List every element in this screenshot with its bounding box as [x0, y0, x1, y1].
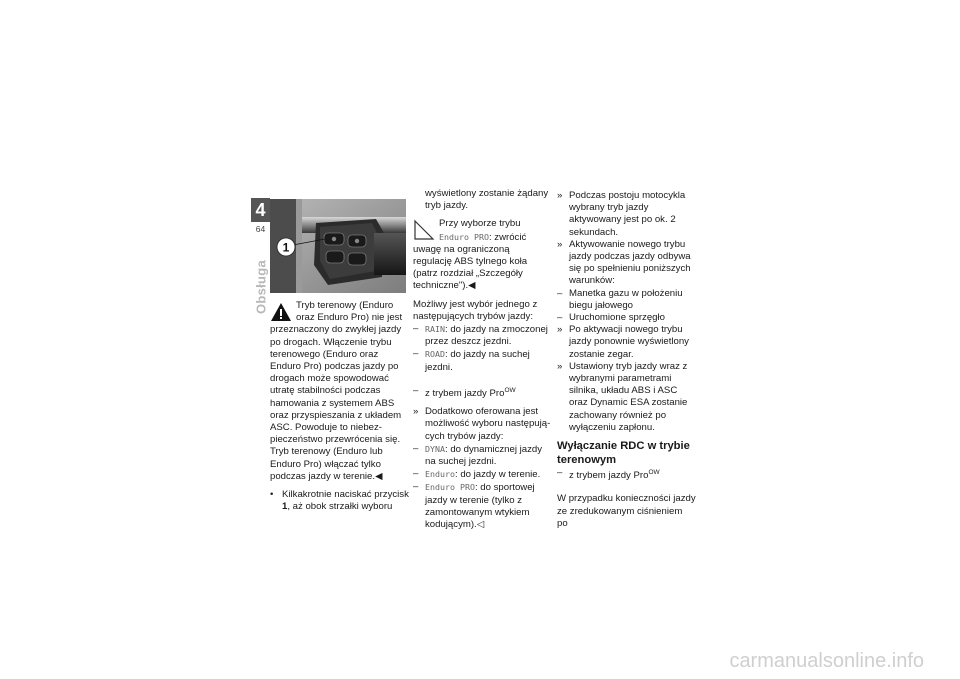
list-item	[413, 385, 551, 400]
list-item	[557, 361, 697, 434]
end-marker: ◁	[476, 519, 485, 531]
dash-marker: –	[413, 384, 419, 396]
condition-text: Manetka gazu w położeniu biegu jałowego	[569, 287, 683, 311]
modes-intro: Możliwy jest wybór jednego z następujących trybów jazdy:	[413, 298, 538, 322]
arrow-marker: »	[557, 238, 563, 250]
list-item	[557, 467, 697, 482]
list-item	[413, 443, 551, 468]
option-sup: OW	[504, 386, 516, 394]
column-3	[557, 190, 697, 530]
handlebar-switch-photo	[270, 199, 406, 293]
dash-marker: –	[557, 312, 563, 324]
mode-desc: : do sportowej jazdy w terenie (tylko z zamontowanym wtykiem kodującym).	[425, 482, 535, 531]
dash-marker: –	[413, 468, 419, 480]
section-label	[251, 242, 270, 332]
section-heading: Wyłączanie RDC w trybie terenowym	[557, 440, 690, 466]
list-item	[413, 468, 551, 481]
dash-marker: –	[413, 348, 419, 360]
list-item	[413, 406, 551, 443]
dash-marker: –	[413, 323, 419, 335]
mode-label: RAIN	[425, 324, 445, 335]
list-item	[557, 239, 697, 288]
mode-desc: : do jazdy na zmoczonej przez deszcz jezdni.	[425, 324, 548, 348]
result-text: Ustawiony tryb jazdy wraz z wybranymi parametrami silnika, układu ABS i ASC oraz Dynamic ESA zostanie zachowany również po wyłączeniu zapłonu.	[569, 360, 688, 433]
list-item-continued	[413, 188, 551, 212]
warning-block	[270, 300, 410, 483]
column-1	[270, 300, 410, 513]
note-body: Przy wyborze trybu	[439, 218, 521, 230]
list-item	[270, 489, 410, 513]
end-marker: ◀	[375, 470, 383, 482]
warning-icon	[270, 301, 292, 323]
chapter-number: 4	[251, 198, 270, 222]
section-label-text: Obsługa	[253, 259, 268, 315]
list-item	[413, 481, 551, 531]
note-body-cont: : zwrócić uwagę na ograniczoną regulację ABS tylnego koła (patrz rozdział „Szczegóły techniczne").	[413, 231, 528, 292]
bullet-text: Kilkakrotnie naciskać przycisk	[282, 489, 409, 501]
bullet-text-cont: , aż obok strzałki wyboru	[287, 501, 393, 513]
arrow-marker: »	[557, 190, 563, 201]
bullet-marker: •	[270, 489, 274, 501]
mode-desc: : do dynamicznej jazdy na suchej jezdni.	[425, 443, 543, 468]
arrow-marker: »	[413, 406, 419, 418]
dash-marker: –	[413, 442, 419, 454]
list-item	[413, 348, 551, 373]
dash-marker: –	[557, 467, 563, 479]
chapter-tab	[251, 198, 270, 328]
note-icon	[413, 219, 435, 241]
list-item	[557, 312, 697, 324]
mode-label: ROAD	[425, 349, 445, 360]
list-item	[413, 323, 551, 348]
arrow-marker: »	[557, 324, 563, 336]
button-ref: 1	[282, 501, 288, 513]
option-sup: OW	[648, 469, 660, 477]
result-text: Po aktywacji nowego trybu jazdy ponownie wyświetlony zostanie zegar.	[569, 324, 689, 360]
body-paragraph: W przypadku konieczności jazdy ze zredukowanym ciśnieniem po	[557, 493, 696, 529]
dash-marker: –	[557, 287, 563, 299]
list-item	[557, 324, 697, 361]
arrow-marker: »	[557, 360, 563, 372]
warning-text	[270, 300, 410, 483]
list-item	[557, 190, 697, 239]
warning-body: Tryb terenowy (Enduro oraz Enduro Pro) nie jest przeznaczony do zwykłej jazdy po drogach. Włączenie trybu terenowego (Enduro oraz Enduro Pro) podczas jazdy po drogach może spowodować utratę stabilności podczas hamowania z systemem ABS oraz przyspieszania z układem ASC. Powoduje to niebezpieczeństwo przewrócenia się. Tryb terenowy (Enduro lub Enduro Pro) włączać tylko podczas jazdy w terenie.	[270, 300, 403, 482]
note-block	[413, 218, 551, 292]
callout-number: 1	[282, 240, 290, 255]
result-text: Aktywowanie nowego trybu jazdy podczas jazdy odbywa się po spełnieniu poniższych warunków:	[569, 238, 691, 287]
page-number: 64	[255, 224, 266, 234]
mode-desc: : do jazdy na suchej jezdni.	[425, 349, 530, 373]
list-item	[557, 288, 697, 312]
mode-label: DYNA	[425, 443, 445, 454]
watermark: carmanualsonline.info	[729, 650, 924, 672]
mode-label: Enduro PRO	[425, 482, 475, 493]
column-2	[413, 188, 551, 531]
dash-marker: –	[413, 481, 419, 493]
mode-label: Enduro	[425, 469, 455, 480]
end-marker: ◀	[468, 280, 476, 292]
mode-desc: : do jazdy w terenie.	[454, 469, 541, 481]
handlebar-switch-illustration	[270, 199, 406, 293]
condition-text: Uruchomione sprzęgło	[569, 312, 665, 324]
mode-label: Enduro PRO	[439, 231, 489, 242]
result-text: Podczas postoju motocykla wybrany tryb jazdy aktywowany jest po ok. 2 sekundach.	[569, 190, 686, 238]
result-text: Dodatkowo oferowana jest możliwość wyboru następujących trybów jazdy:	[425, 406, 551, 442]
condition-text: z trybem jazdy Pro	[425, 388, 505, 400]
condition-text: z trybem jazdy Pro	[569, 470, 649, 482]
continued-text: wyświetlony zostanie żądany tryb jazdy.	[425, 188, 549, 212]
